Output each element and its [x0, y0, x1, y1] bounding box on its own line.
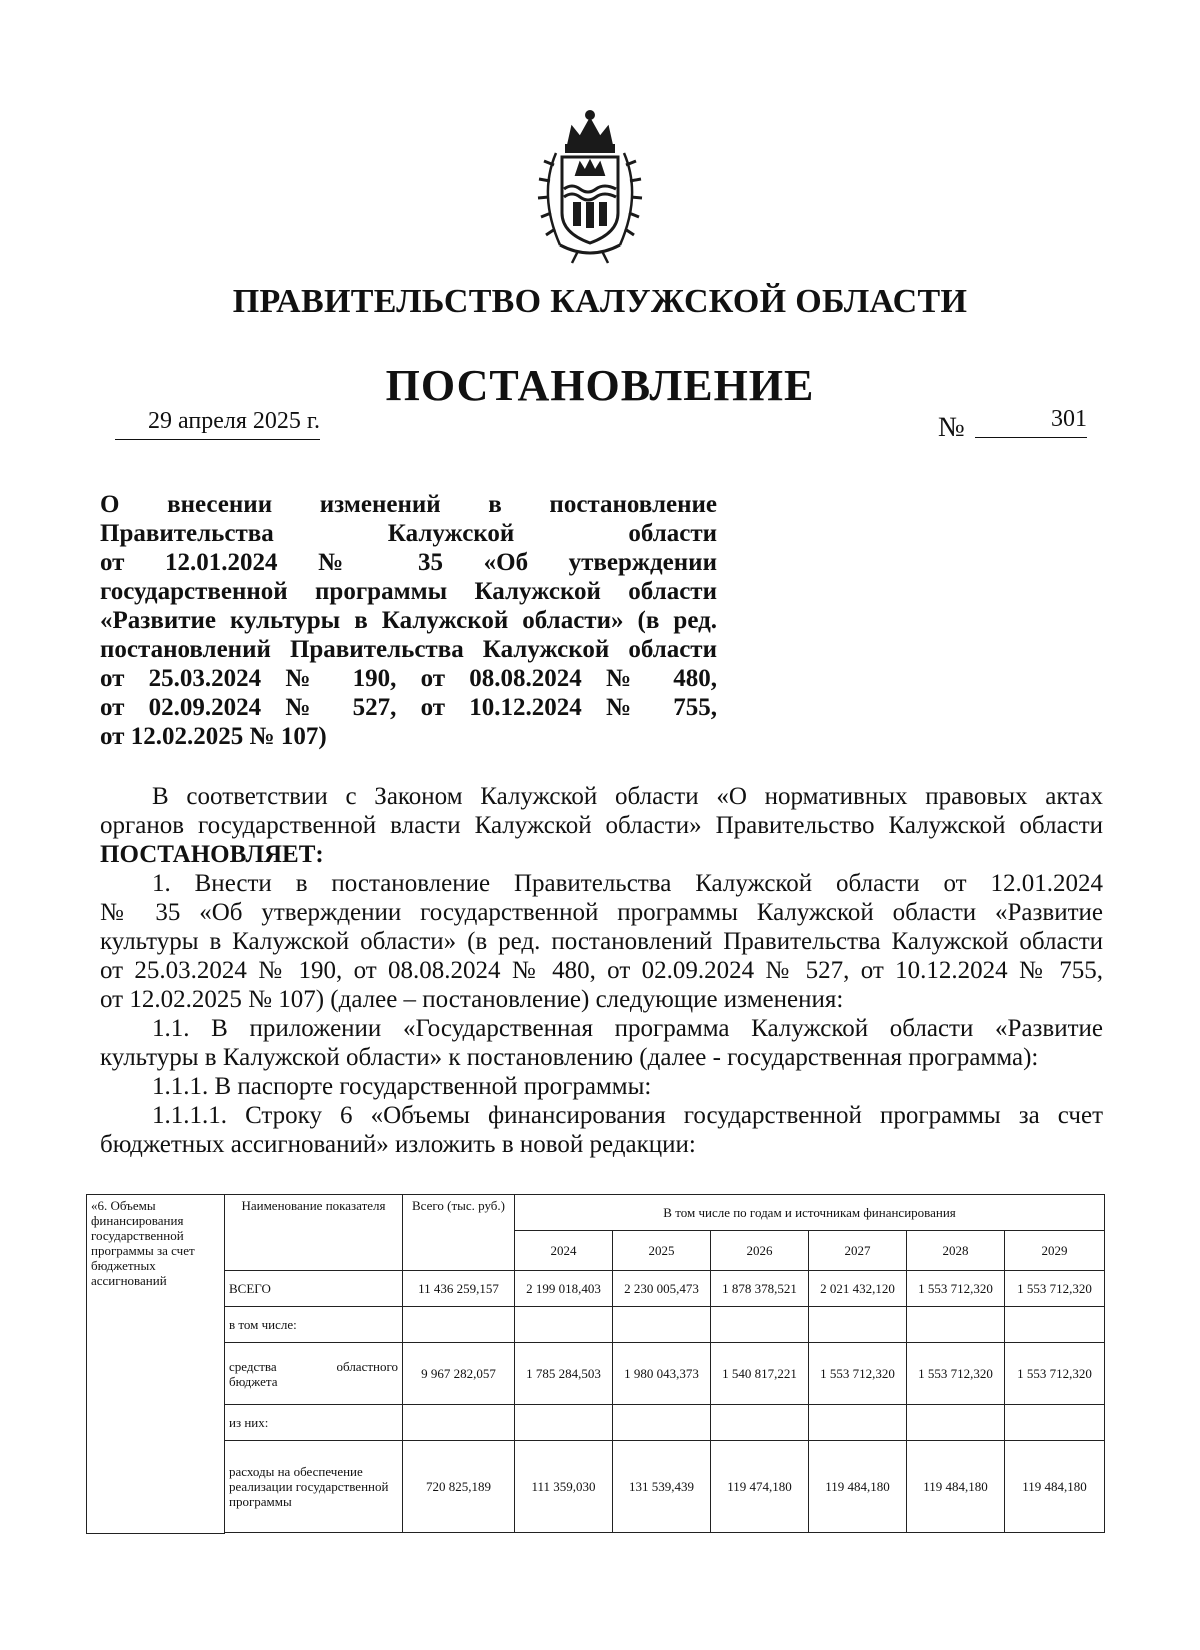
subject-line: «Развитие культуры в Калужской области» (в ред. [100, 607, 717, 634]
document-body [100, 782, 1103, 1159]
subject-line: от 02.09.2024 № 527, от 10.12.2024 № 755, [100, 694, 717, 721]
body-line: 1. Внести в постановление Правительства Калужской области от 12.01.2024 [152, 870, 1103, 897]
year-header: 2028 [907, 1231, 1005, 1271]
row-label-cell: «6. Объемы финансирования государственной программы за счет бюджетных ассигнований [87, 1195, 225, 1534]
body-line: № 35 «Об утверждении государственной программы Калужской области «Развитие [100, 899, 1103, 926]
row-name: расходы на обеспечение реализации государственной программы [225, 1441, 403, 1533]
row-value: 1 878 378,521 [711, 1271, 809, 1307]
body-line: 1.1.1. В паспорте государственной программы: [152, 1073, 652, 1100]
column-header-years: В том числе по годам и источникам финансирования [515, 1195, 1105, 1231]
row-value: 119 474,180 [711, 1441, 809, 1533]
year-header: 2024 [515, 1231, 613, 1271]
row-value: 1 540 817,221 [711, 1343, 809, 1405]
row-value [907, 1307, 1005, 1343]
financing-table [86, 1194, 1105, 1534]
subject-line: от 25.03.2024 № 190, от 08.08.2024 № 480, [100, 665, 717, 692]
row-value: 1 553 712,320 [809, 1343, 907, 1405]
body-line: органов государственной власти Калужской области» Правительство Калужской области [100, 812, 1103, 839]
year-header: 2026 [711, 1231, 809, 1271]
subject-line: от 12.02.2025 № 107) [100, 723, 327, 750]
body-line: культуры в Калужской области» (в ред. постановлений Правительства Калужской области [100, 928, 1103, 955]
document-number: 301 [975, 406, 1087, 438]
row-value [613, 1405, 711, 1441]
row-value [515, 1307, 613, 1343]
row-value [515, 1405, 613, 1441]
row-value [711, 1405, 809, 1441]
row-value [1005, 1307, 1105, 1343]
body-line-resolves: ПОСТАНОВЛЯЕТ: [100, 841, 324, 868]
table-row [87, 1343, 1105, 1405]
row-total: 720 825,189 [403, 1441, 515, 1533]
row-value [809, 1405, 907, 1441]
government-title: ПРАВИТЕЛЬСТВО КАЛУЖСКОЙ ОБЛАСТИ [232, 283, 968, 320]
year-header: 2027 [809, 1231, 907, 1271]
subject-line: постановлений Правительства Калужской области [100, 636, 717, 663]
subject-line: О внесении изменений в постановление [100, 491, 717, 518]
subject-line: от 12.01.2024 № 35 «Об утверждении [100, 549, 717, 576]
body-line: культуры в Калужской области» к постановлению (далее - государственная программа): [100, 1044, 1039, 1071]
row-value: 111 359,030 [515, 1441, 613, 1533]
body-line: от 25.03.2024 № 190, от 08.08.2024 № 480, от 02.09.2024 № 527, от 10.12.2024 № 755, [100, 957, 1103, 984]
table-row [87, 1271, 1105, 1307]
row-total: 9 967 282,057 [403, 1343, 515, 1405]
row-value: 119 484,180 [1005, 1441, 1105, 1533]
row-total [403, 1405, 515, 1441]
row-value: 131 539,439 [613, 1441, 711, 1533]
document-number-label: № [938, 412, 965, 443]
row-value: 2 199 018,403 [515, 1271, 613, 1307]
table-row [87, 1405, 1105, 1441]
row-value: 1 785 284,503 [515, 1343, 613, 1405]
row-name: в том числе: [225, 1307, 403, 1343]
row-value [1005, 1405, 1105, 1441]
body-line: от 12.02.2025 № 107) (далее – постановление) следующие изменения: [100, 986, 844, 1013]
coat-of-arms-emblem [520, 105, 660, 265]
row-value: 1 980 043,373 [613, 1343, 711, 1405]
year-header: 2029 [1005, 1231, 1105, 1271]
body-line: 1.1. В приложении «Государственная программа Калужской области «Развитие [152, 1015, 1103, 1042]
body-line: 1.1.1.1. Строку 6 «Объемы финансирования государственной программы за счет [152, 1102, 1103, 1129]
document-type-title: ПОСТАНОВЛЕНИЕ [385, 361, 815, 410]
row-value [613, 1307, 711, 1343]
row-value: 119 484,180 [809, 1441, 907, 1533]
row-value: 1 553 712,320 [1005, 1271, 1105, 1307]
row-value [711, 1307, 809, 1343]
row-value [907, 1405, 1005, 1441]
body-line: бюджетных ассигнований» изложить в новой редакции: [100, 1131, 696, 1158]
row-value: 2 021 432,120 [809, 1271, 907, 1307]
row-value: 1 553 712,320 [907, 1343, 1005, 1405]
table-row [87, 1441, 1105, 1533]
row-value: 1 553 712,320 [1005, 1343, 1105, 1405]
document-subject [100, 490, 717, 751]
row-name: ВСЕГО [225, 1271, 403, 1307]
row-value [809, 1307, 907, 1343]
row-value: 1 553 712,320 [907, 1271, 1005, 1307]
row-value: 2 230 005,473 [613, 1271, 711, 1307]
row-name: средства областного бюджета [225, 1343, 403, 1405]
column-header-total: Всего (тыс. руб.) [403, 1195, 515, 1271]
year-header: 2025 [613, 1231, 711, 1271]
row-total [403, 1307, 515, 1343]
row-value: 119 484,180 [907, 1441, 1005, 1533]
column-header-name: Наименование показателя [225, 1195, 403, 1271]
subject-line: Правительства Калужской области [100, 520, 717, 547]
row-total: 11 436 259,157 [403, 1271, 515, 1307]
document-date: 29 апреля 2025 г. [115, 408, 320, 440]
subject-line: государственной программы Калужской области [100, 578, 717, 605]
table-row [87, 1307, 1105, 1343]
body-line: В соответствии с Законом Калужской области «О нормативных правовых актах [152, 783, 1103, 810]
row-name: из них: [225, 1405, 403, 1441]
